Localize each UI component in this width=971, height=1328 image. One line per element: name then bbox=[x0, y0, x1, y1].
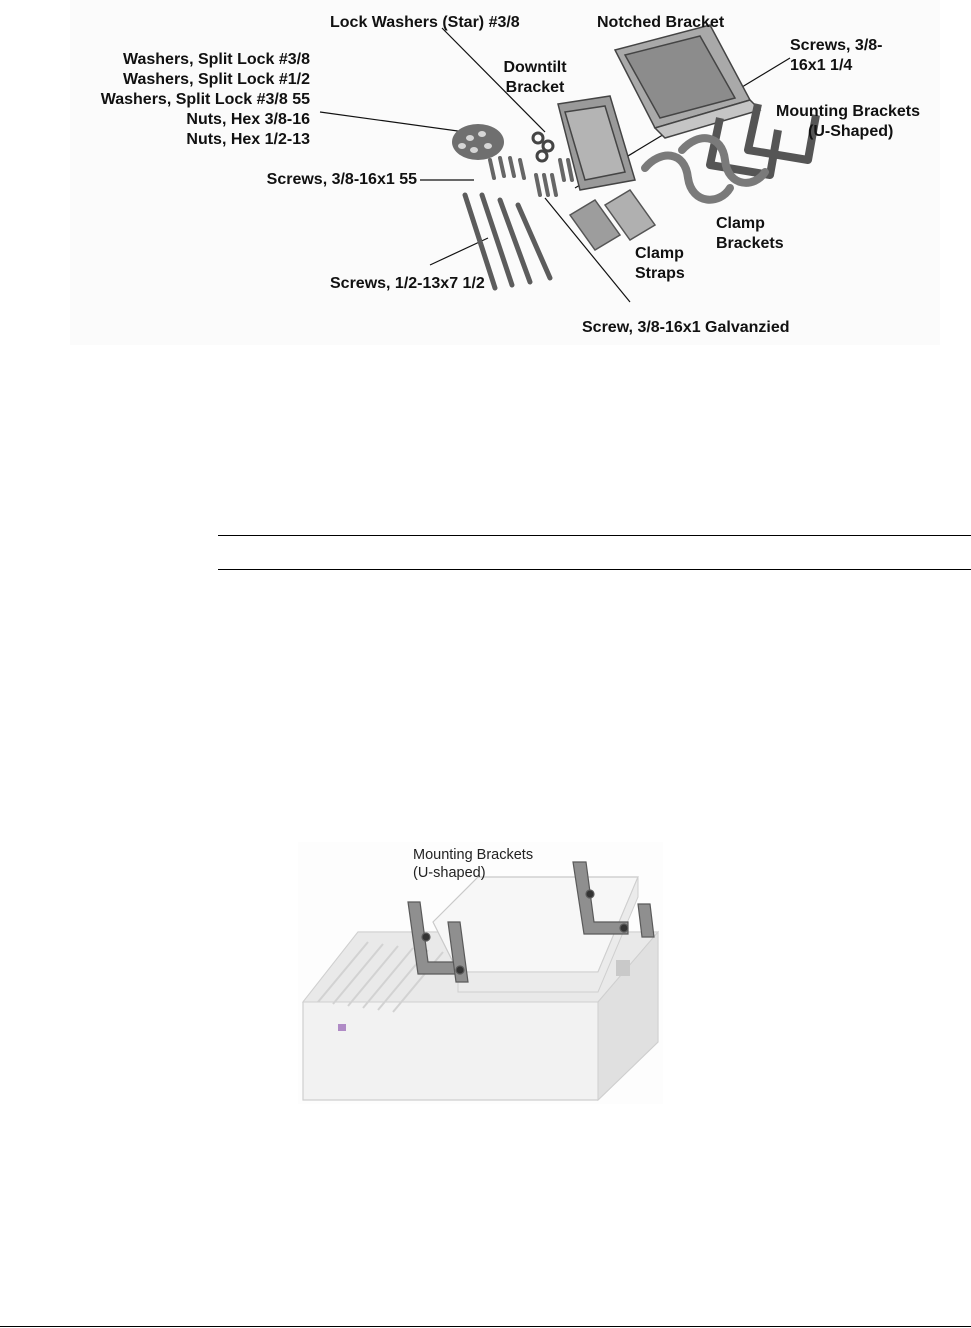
label-mounting-brackets-2: (U-Shaped) bbox=[808, 123, 894, 140]
label-clamp-brackets-2: Brackets bbox=[716, 235, 784, 252]
label-mounting-brackets-1: Mounting Brackets bbox=[776, 103, 921, 120]
label-screw-galvanized: Screw, 3/8-16x1 Galvanzied bbox=[582, 319, 790, 336]
label-lock-washers: Lock Washers (Star) #3/8 bbox=[330, 14, 520, 31]
rule-bottom bbox=[218, 569, 971, 570]
unit-label-mounting-2: (U-shaped) bbox=[413, 865, 486, 881]
unit-bracket-figure bbox=[298, 842, 663, 1104]
rule-top bbox=[218, 535, 971, 536]
label-screws-short-2: 16x1 1/4 bbox=[790, 57, 853, 74]
label-downtilt-2: Bracket bbox=[505, 79, 565, 96]
nuts-washers-pile bbox=[452, 124, 504, 160]
hardware-line: Washers, Split Lock #3/8 55 bbox=[100, 91, 310, 108]
label-clamp-brackets-1: Clamp bbox=[716, 215, 765, 232]
hardware-line: Nuts, Hex 3/8-16 bbox=[186, 111, 310, 128]
label-screws-long: Screws, 1/2-13x7 1/2 bbox=[330, 275, 485, 292]
label-clamp-straps-2: Straps bbox=[635, 265, 685, 282]
label-screws-short-1: Screws, 3/8- bbox=[790, 37, 883, 54]
rule-page-footer bbox=[0, 1326, 971, 1327]
label-clamp-straps-1: Clamp bbox=[635, 245, 684, 262]
unit-label-mounting-1: Mounting Brackets bbox=[413, 847, 534, 863]
label-notched-bracket: Notched Bracket bbox=[597, 14, 725, 31]
hardware-line: Nuts, Hex 1/2-13 bbox=[186, 131, 310, 148]
label-downtilt-1: Downtilt bbox=[503, 59, 567, 76]
hardware-kit-figure bbox=[70, 0, 940, 345]
hardware-line: Washers, Split Lock #3/8 bbox=[122, 51, 310, 68]
hardware-line: Washers, Split Lock #1/2 bbox=[122, 71, 310, 88]
label-screws-55: Screws, 3/8-16x1 55 bbox=[266, 171, 417, 188]
